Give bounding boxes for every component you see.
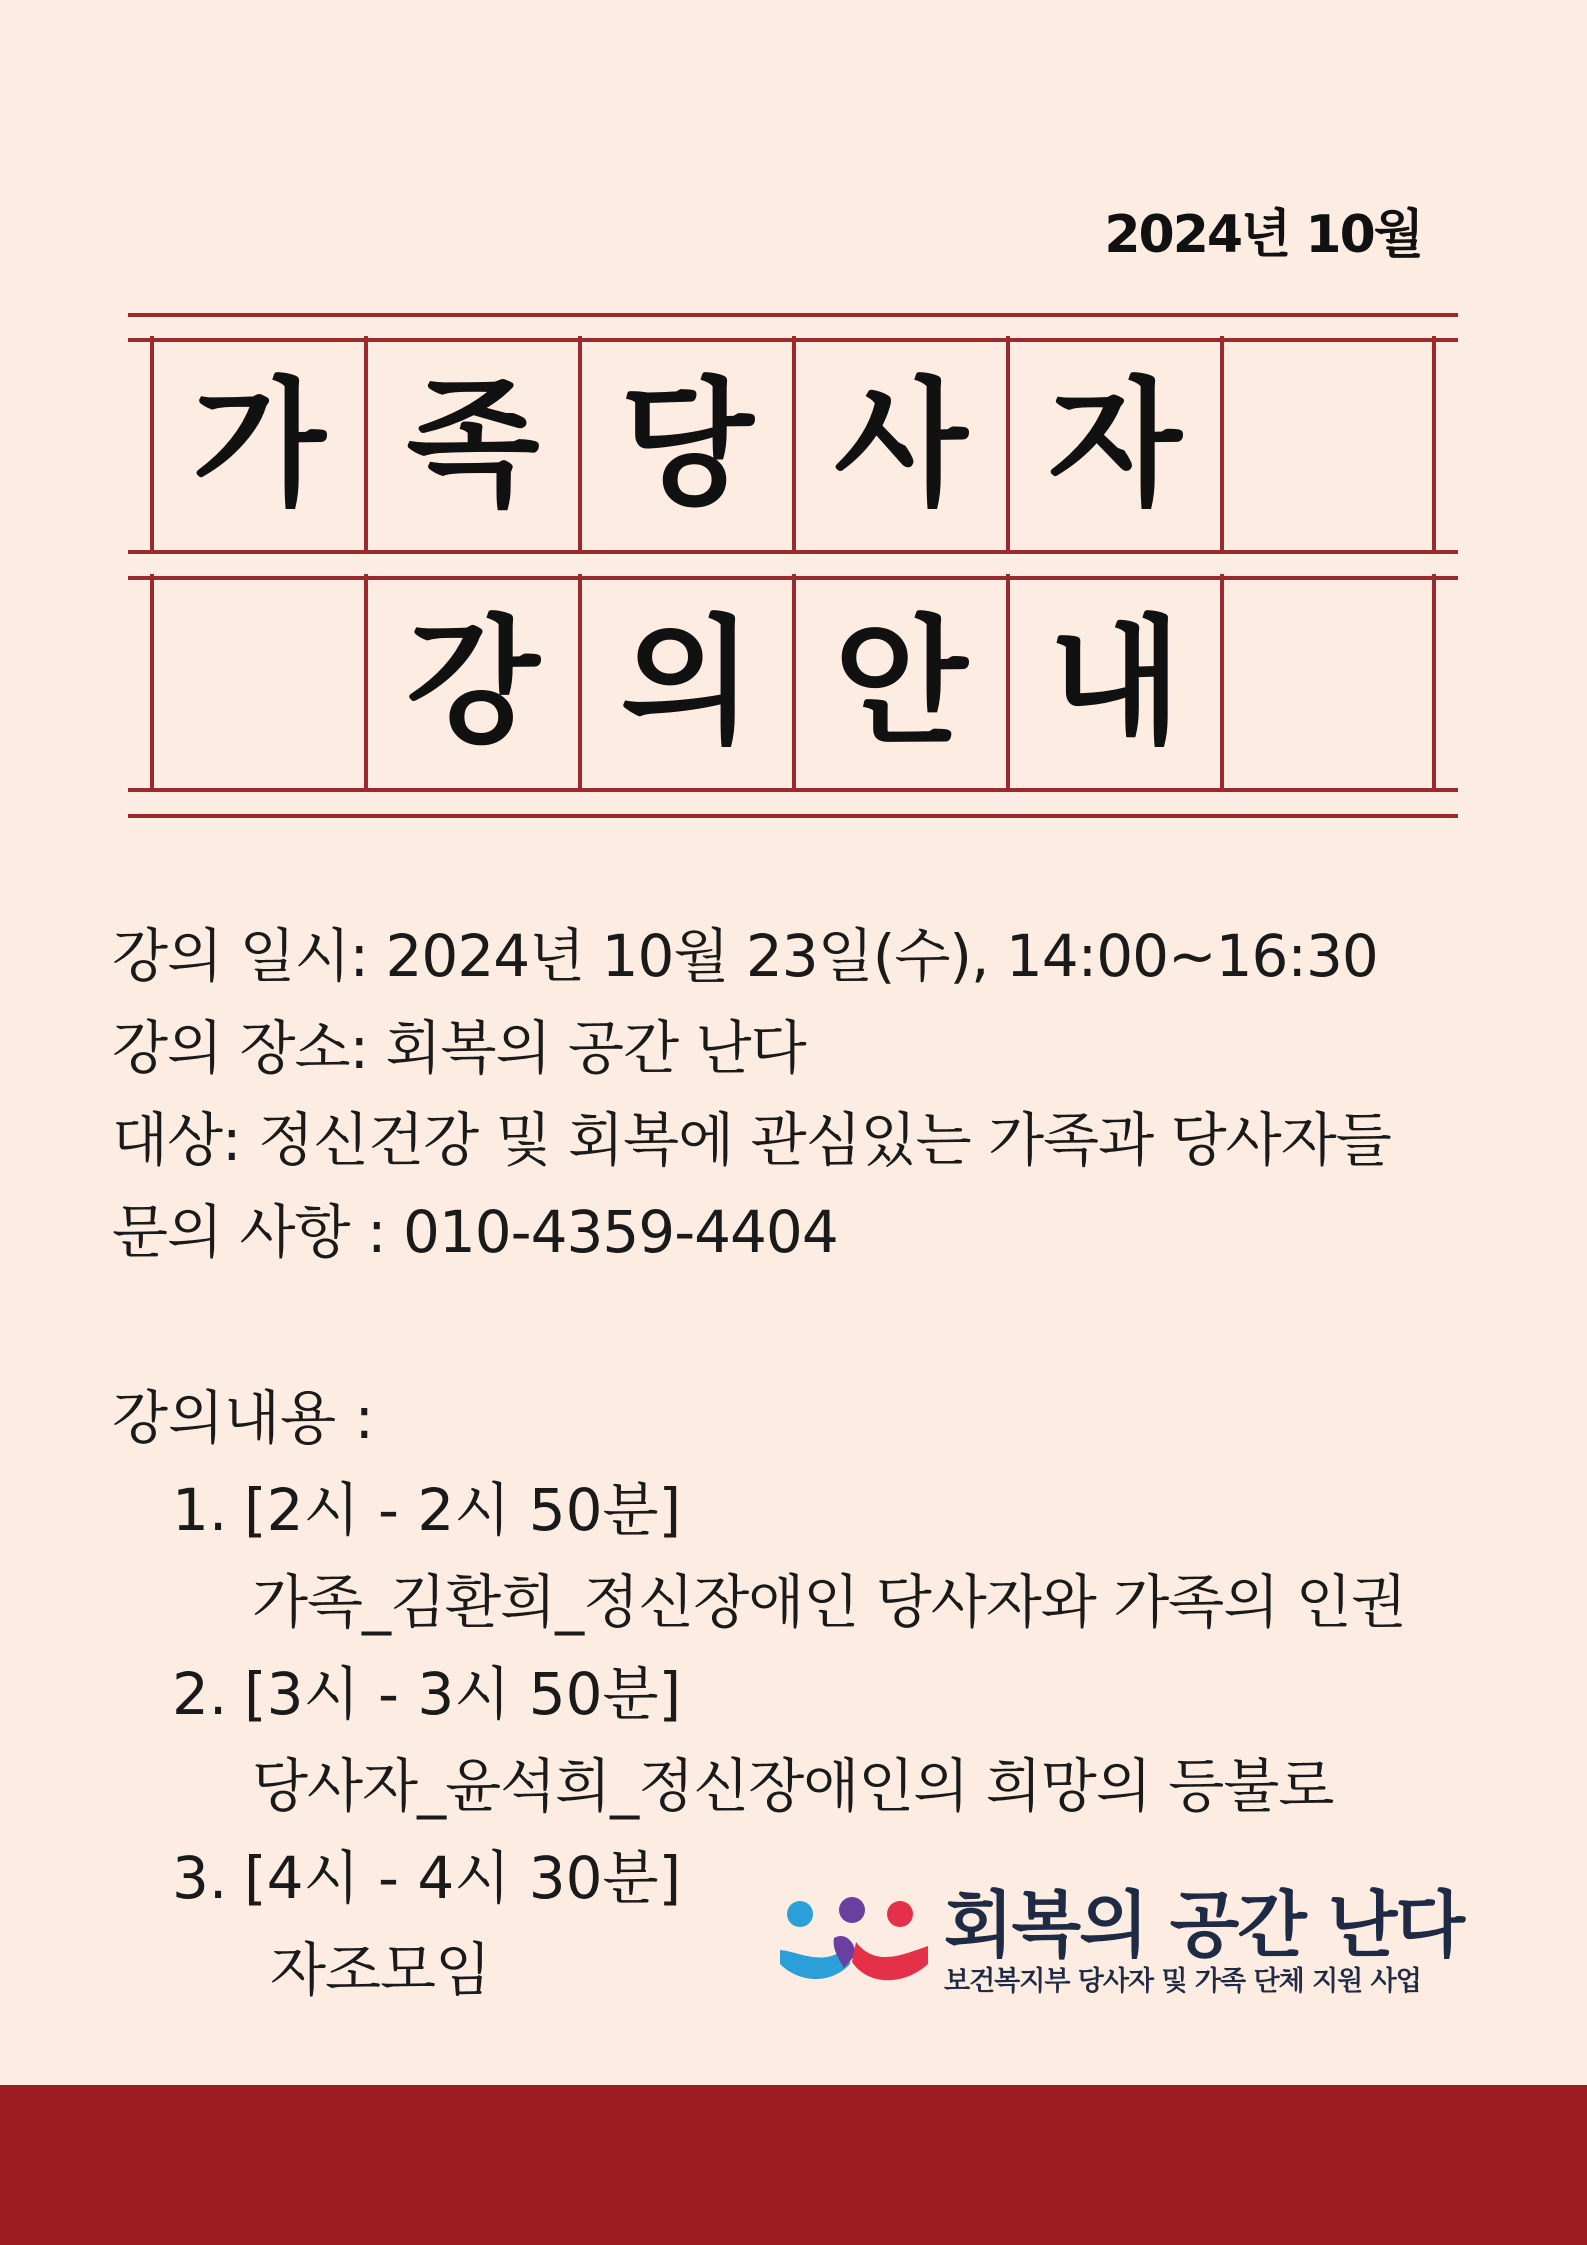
poster-date: 2024년 10월 [1104,205,1422,265]
title-cell: 당 [578,336,792,554]
list-item-desc: 자조모임 [270,1936,491,2004]
title-cell: 자 [1006,336,1220,554]
item-time: [4시 - 4시 30분] [244,1844,682,1912]
list-item-desc: 가족_김환희_정신장애인 당사자와 가족의 인권 [252,1568,1406,1636]
title-cell: 사 [792,336,1006,554]
title-cell: 안 [792,574,1006,792]
lecture-datetime: 강의 일시: 2024년 10월 23일(수), 14:00~16:30 [112,922,1378,990]
title-cell: 의 [578,574,792,792]
logo-people-icon [772,1892,934,1992]
title-cell: 강 [364,574,578,792]
item-time: [3시 - 3시 50분] [244,1660,682,1728]
title-cell [1220,336,1436,554]
title-cell: 가 [150,336,364,554]
item-number: 3. [172,1844,228,1912]
item-time: [2시 - 2시 50분] [244,1476,682,1544]
lecture-info [112,910,1391,1278]
content-title: 강의내용 : [112,1384,375,1452]
list-item-desc: 당사자_윤석희_정신장애인의 희망의 등불로 [252,1752,1334,1820]
title-cell: 내 [1006,574,1220,792]
grid-line [128,814,1458,818]
organization-logo [772,1885,1463,1999]
title-cell [1220,574,1436,792]
footer-bar [0,2085,1587,2245]
logo-name: 회복의 공간 난다 [944,1883,1463,1967]
item-number: 2. [172,1660,228,1728]
title-row-2 [150,574,1436,792]
title-row-1 [150,336,1436,554]
lecture-contact: 문의 사항 : 010-4359-4404 [112,1198,838,1266]
title-cell: 족 [364,336,578,554]
list-item-time [112,1464,1406,1556]
logo-subtitle: 보건복지부 당사자 및 가족 단체 지원 사업 [944,1966,1421,1997]
list-item-time [112,1648,1406,1740]
item-number: 1. [172,1476,228,1544]
title-cell [150,574,364,792]
lecture-target: 대상: 정신건강 및 회복에 관심있는 가족과 당사자들 [112,1106,1391,1174]
grid-line [128,313,1458,317]
lecture-place: 강의 장소: 회복의 공간 난다 [112,1014,806,1082]
